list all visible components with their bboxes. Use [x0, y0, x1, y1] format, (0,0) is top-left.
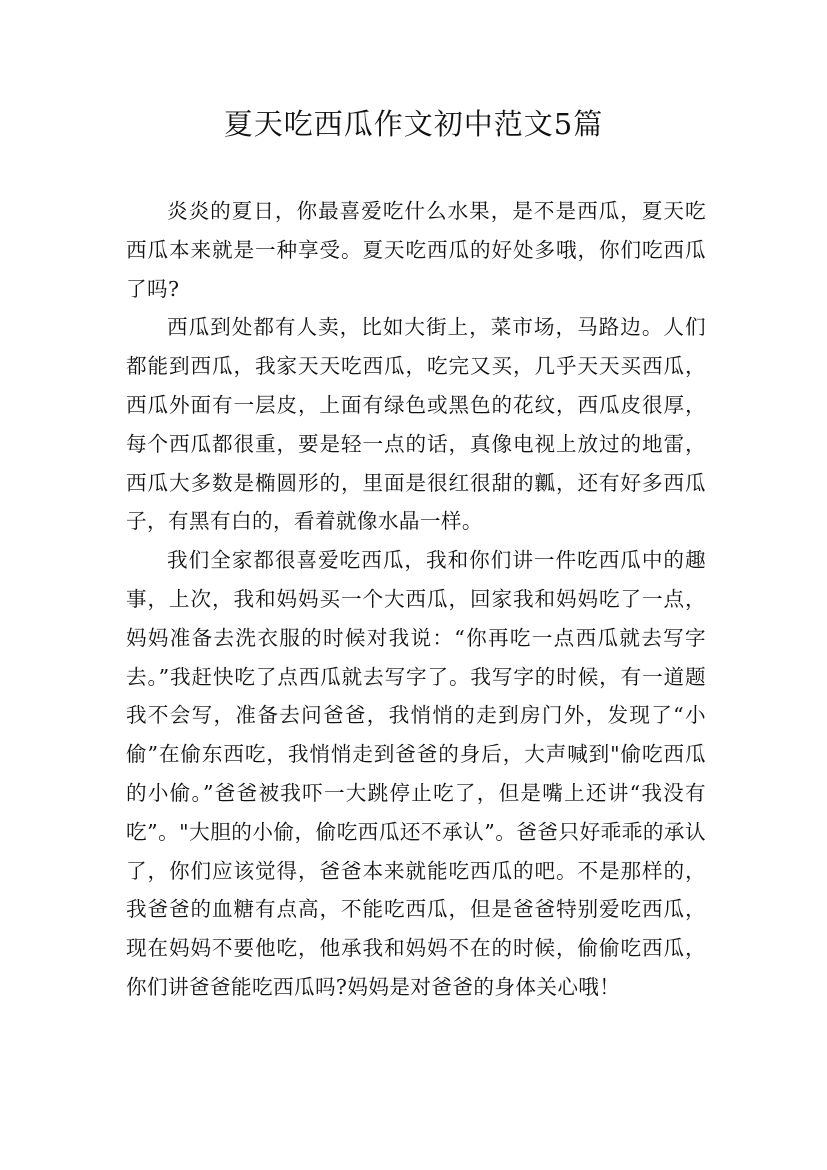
document-title: 夏天吃西瓜作文初中范文5篇: [223, 107, 604, 141]
paragraph-2: 西瓜到处都有人卖，比如大街上，菜市场，马路边。人们都能到西瓜，我家天天吃西瓜，吃完又买，几乎天天买西瓜，西瓜外面有一层皮，上面有绿色或黑色的花纹，西瓜皮很厚，每个西瓜都很重，要是轻一点的话，真像电视上放过的地雷，西瓜大多数是椭圆形的，里面是很红很甜的瓤，还有好多西瓜子，有黑有白的，看着就像水晶一样。: [126, 315, 706, 534]
paragraph-1: 炎炎的夏日，你最喜爱吃什么水果，是不是西瓜，夏天吃西瓜本来就是一种享受。夏天吃西瓜的好处多哦，你们吃西瓜了吗?: [126, 199, 706, 301]
paragraph-3: 我们全家都很喜爱吃西瓜，我和你们讲一件吃西瓜中的趣事，上次，我和妈妈买一个大西瓜，回家我和妈妈吃了一点，妈妈准备去洗衣服的时候对我说：“你再吃一点西瓜就去写字去。”我赶快吃了点西瓜就去写字了。我写字的时候，有一道题我不会写，准备去问爸爸，我悄悄的走到房门外，发现了“小偷”在偷东西吃，我悄悄走到爸爸的身后，大声喊到"偷吃西瓜的小偷。”爸爸被我吓一大跳停止吃了，但是嘴上还讲“我没有吃”。"大胆的小偷，偷吃西瓜还不承认”。爸爸只好乖乖的承认了，你们应该觉得，爸爸本来就能吃西瓜的吧。不是那样的，我爸爸的血糖有点高，不能吃西瓜，但是爸爸特别爱吃西瓜，现在妈妈不要他吃，他承我和妈妈不在的时候，偷偷吃西瓜，你们讲爸爸能吃西瓜吗?妈妈是对爸爸的身体关心哦！: [126, 548, 706, 999]
document-body: [126, 192, 706, 1007]
